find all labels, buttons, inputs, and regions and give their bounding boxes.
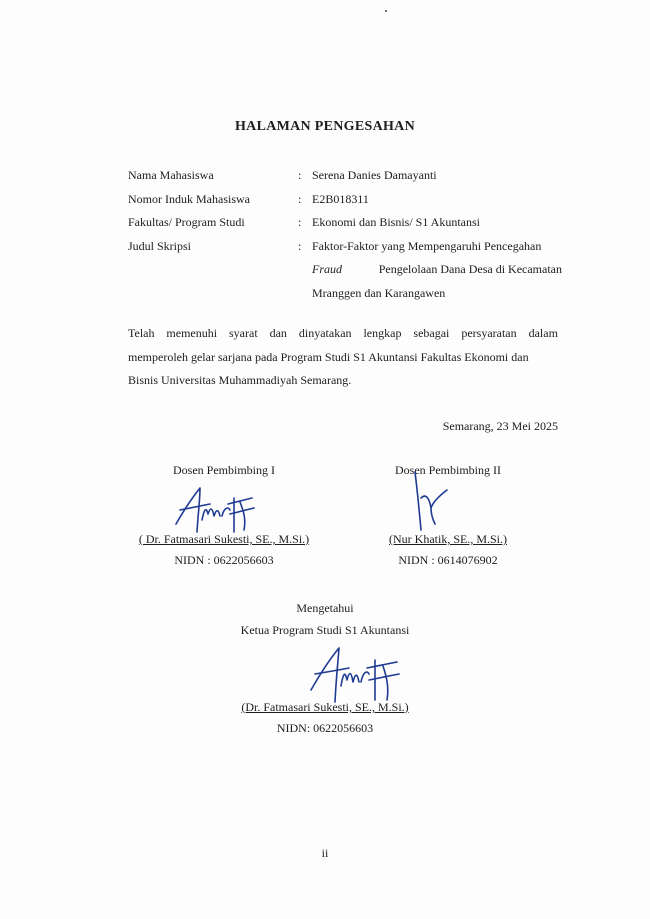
advisor-1-role: Dosen Pembimbing I: [173, 463, 275, 477]
info-value-line: Serena Danies Damayanti: [312, 168, 437, 182]
approval-name: (Dr. Fatmasari Sukesti, SE., M.Si.): [241, 700, 409, 714]
info-label: Nomor Induk Mahasiswa: [128, 191, 250, 206]
paragraph-word: dinyatakan: [298, 326, 352, 340]
advisor-2-role: Dosen Pembimbing II: [395, 463, 501, 477]
info-value: [312, 211, 564, 235]
paragraph-word: lengkap: [363, 326, 402, 340]
thesis-title-line-2-rest: Pengelolaan Dana Desa di Kecamatan: [378, 262, 562, 276]
info-value: [312, 164, 564, 188]
info-value-thesis-title: [312, 235, 562, 306]
page-title: HALAMAN PENGESAHAN: [234, 119, 416, 134]
paragraph-word: dalam: [528, 326, 558, 340]
info-colon: :: [298, 168, 302, 182]
thesis-title-line-1: Faktor-Faktor yang Mempengaruhi Pencegahan: [312, 238, 542, 253]
advisor-2-block: [375, 463, 521, 568]
info-colon: :: [298, 238, 302, 253]
thesis-title-line-2: [312, 258, 562, 282]
advisor-1-name: ( Dr. Fatmasari Sukesti, SE., M.Si.): [138, 532, 310, 546]
advisor-1-nidn: NIDN : 0622056603: [174, 553, 274, 567]
approval-paragraph: [128, 322, 558, 393]
paragraph-word: syarat: [229, 326, 258, 340]
info-value-line: E2B018311: [312, 191, 369, 206]
page-number: ii: [321, 846, 329, 860]
thesis-title-italic: Fraud: [312, 262, 342, 276]
advisor-2-name: (Nur Khatik, SE., M.Si.): [389, 532, 507, 546]
scan-speck: [385, 10, 387, 12]
info-colon: :: [298, 191, 302, 206]
paragraph-word: Telah: [128, 326, 155, 340]
paragraph-word: persyaratan: [461, 326, 517, 340]
paragraph-line-2: memperoleh gelar sarjana pada Program Studi S1 Akuntansi Fakultas Ekonomi dan: [128, 349, 529, 364]
approval-role: Ketua Program Studi S1 Akuntansi: [240, 623, 410, 637]
place-date: Semarang, 23 Mei 2025: [442, 419, 558, 433]
paragraph-line-3: Bisnis Universitas Muhammadiyah Semarang.: [128, 373, 352, 387]
paragraph-word: sebagai: [413, 326, 450, 340]
paragraph-word: memenuhi: [166, 326, 218, 340]
approval-block: [225, 601, 425, 736]
thesis-title-line-3: Mranggen dan Karangawen: [312, 285, 446, 300]
info-label: Nama Mahasiswa: [128, 168, 214, 182]
approval-nidn: NIDN: 0622056603: [276, 721, 374, 735]
advisor-1-block: [128, 463, 320, 568]
advisor-2-nidn: NIDN : 0614076902: [398, 553, 498, 567]
info-value: [312, 188, 564, 212]
paragraph-line-1: [128, 322, 558, 346]
info-value-line: Ekonomi dan Bisnis/ S1 Akuntansi: [312, 215, 481, 229]
info-colon: :: [298, 215, 302, 229]
approval-label: Mengetahui: [296, 601, 354, 615]
info-label: Judul Skripsi: [128, 238, 192, 253]
paragraph-word: dan: [269, 326, 287, 340]
info-label: Fakultas/ Program Studi: [128, 215, 245, 229]
